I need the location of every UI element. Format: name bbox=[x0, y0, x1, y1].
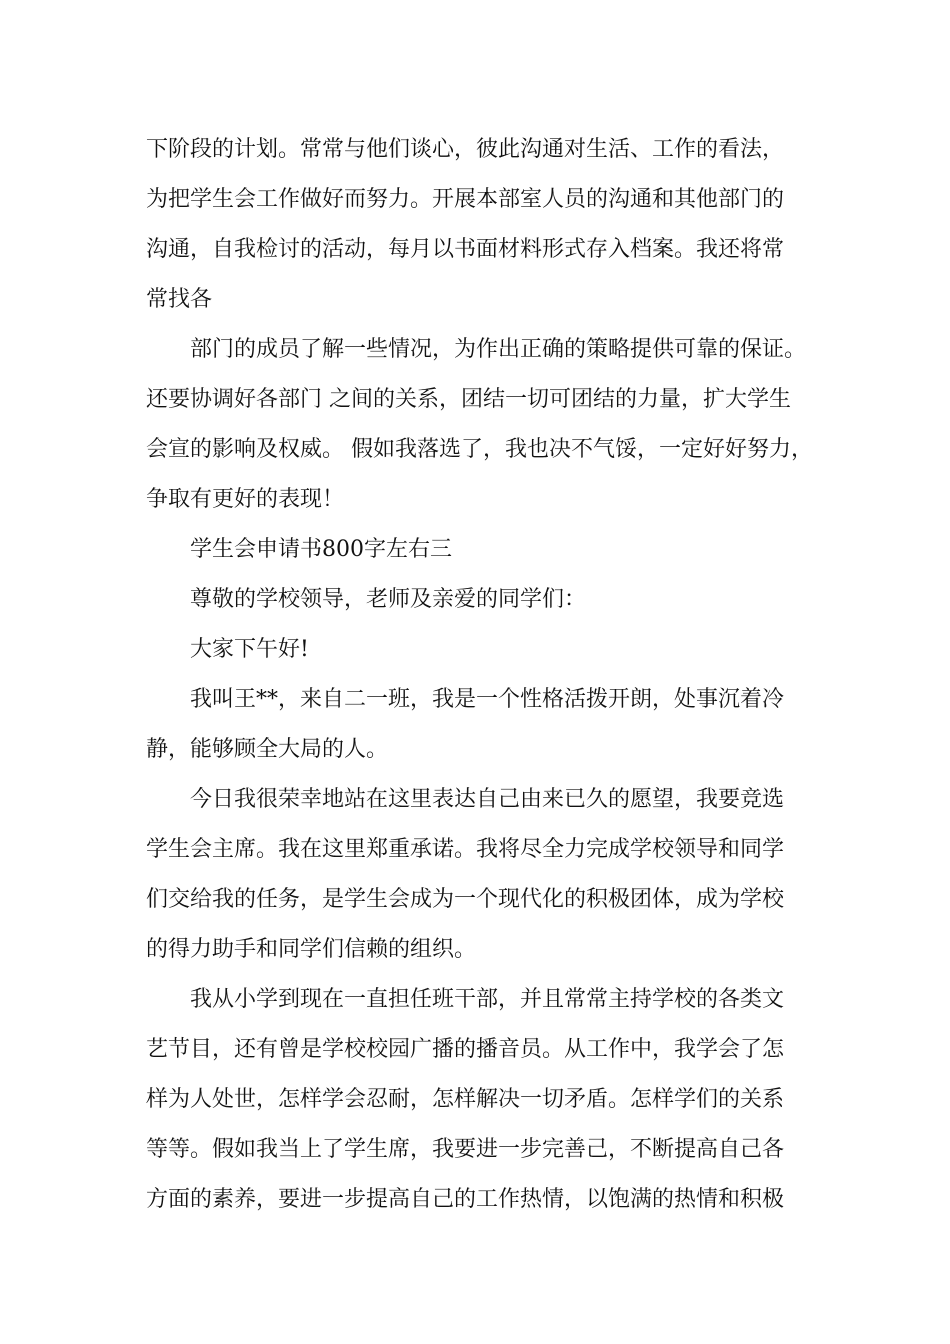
section-heading: 学生会申请书800字左右三 bbox=[190, 537, 452, 562]
text-line: 艺节目，还有曾是学校校园广播的播音员。从工作中，我学会了怎 bbox=[146, 1037, 785, 1062]
text-line: 部门的成员了解一些情况，为作出正确的策略提供可靠的保证。 bbox=[190, 337, 807, 362]
greeting: 大家下午好! bbox=[190, 637, 309, 662]
text-line: 常找各 bbox=[146, 287, 213, 312]
text-line: 为把学生会工作做好而努力。开展本部室人员的沟通和其他部门的 bbox=[146, 187, 785, 212]
text-line: 们交给我的任务，是学生会成为一个现代化的积极团体，成为学校 bbox=[146, 887, 785, 912]
text-line: 今日我很荣幸地站在这里表达自己由来已久的愿望，我要竞选 bbox=[190, 787, 785, 812]
text-line: 静，能够顾全大局的人。 bbox=[146, 737, 389, 762]
text-line: 我从小学到现在一直担任班干部，并且常常主持学校的各类文 bbox=[190, 987, 785, 1012]
text-line: 还要协调好各部门 之间的关系，团结一切可团结的力量，扩大学生 bbox=[146, 387, 791, 412]
salutation: 尊敬的学校领导，老师及亲爱的同学们： bbox=[190, 587, 587, 612]
text-line: 学生会主席。我在这里郑重承诺。我将尽全力完成学校领导和同学 bbox=[146, 837, 785, 862]
text-line: 沟通，自我检讨的活动，每月以书面材料形式存入档案。我还将常 bbox=[146, 237, 785, 262]
text-line: 样为人处世，怎样学会忍耐，怎样解决一切矛盾。怎样学们的关系 bbox=[146, 1087, 785, 1112]
text-line: 等等。假如我当上了学生席，我要进一步完善己，不断提高自己各 bbox=[146, 1137, 785, 1162]
text-line: 我叫王**，来自二一班，我是一个性格活拨开朗，处事沉着冷 bbox=[190, 687, 785, 712]
text-line: 会宣的影响及权威。 假如我落选了，我也决不气馁，一定好好努力， bbox=[146, 437, 813, 462]
text-line: 下阶段的计划。常常与他们谈心，彼此沟通对生活、工作的看法， bbox=[146, 137, 785, 162]
text-line: 方面的素养，要进一步提高自己的工作热情，以饱满的热情和积极 bbox=[146, 1187, 785, 1212]
text-line: 争取有更好的表现！ bbox=[146, 487, 345, 512]
text-line: 的得力助手和同学们信赖的组织。 bbox=[146, 937, 477, 962]
